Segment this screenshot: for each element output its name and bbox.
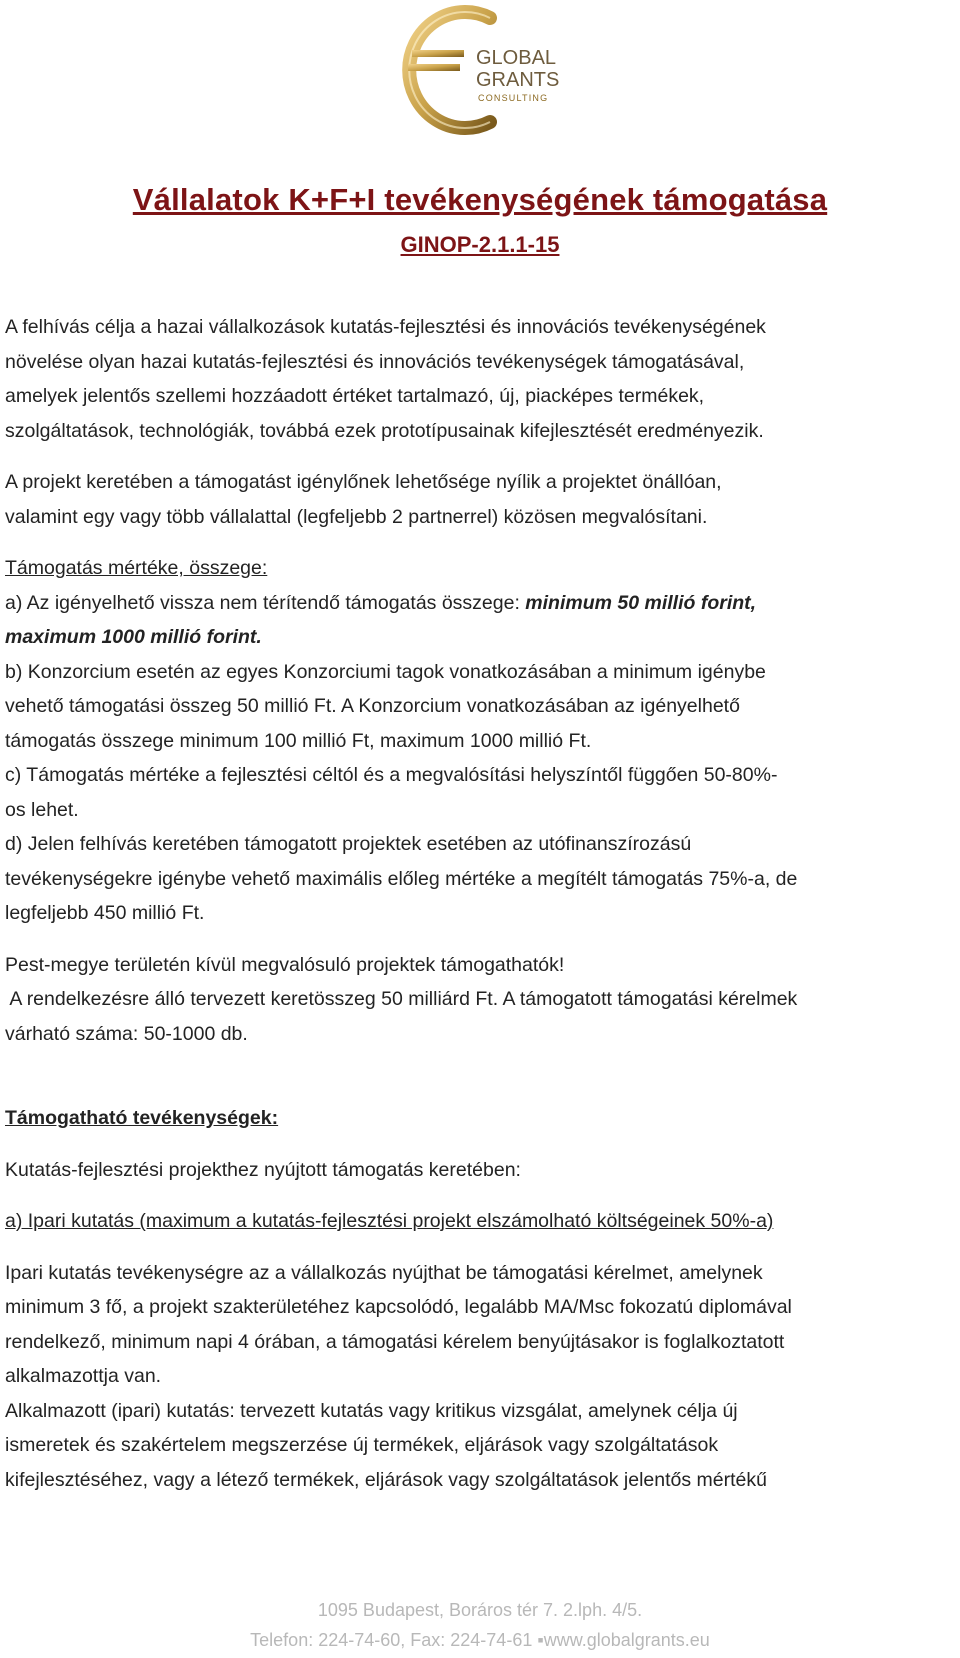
footer-contact: Telefon: 224-74-60, Fax: 224-74-61 ▪www.globalgrants.eu [250, 1630, 710, 1650]
project-line: A projekt keretében a támogatást igénylőnek lehetősége nyílik a projektet önállóan, [5, 471, 722, 493]
support-item-d-line: legfeljebb 450 millió Ft. [5, 902, 205, 924]
purpose-line: szolgáltatások, technológiák, továbbá ezek prototípusainak kifejlesztését eredményezik. [5, 419, 764, 442]
support-item-a-text: a) Az igényelhető vissza nem térítendő támogatás összege: [5, 591, 526, 614]
industrial-research-line: Ipari kutatás tevékenységre az a vállalkozás nyújthat be támogatási kérelmet, amelynek [5, 1261, 763, 1284]
document-body [5, 310, 935, 1497]
rd-intro: Kutatás-fejlesztési projekthez nyújtott támogatás keretében: [5, 1158, 521, 1181]
industrial-research-line: rendelkező, minimum napi 4 órában, a támogatási kérelem benyújtásakor is foglalkoztatott [5, 1330, 785, 1353]
pest-county-note: Pest-megye területén kívül megvalósuló projektek támogathatók! [5, 953, 565, 976]
support-item-c-line: os lehet. [5, 798, 79, 821]
support-item-a-maximum: maximum 1000 millió forint. [5, 626, 262, 648]
support-item-d-line: d) Jelen felhívás keretében támogatott projektek esetében az utófinanszírozású [5, 833, 692, 855]
support-item-b-line: vehető támogatási összeg 50 millió Ft. A Konzorcium vonatkozásában az igényelhető [5, 695, 740, 717]
global-grants-logo [398, 4, 568, 136]
logo-text-grants: GRANTS [476, 69, 560, 91]
document-title: Vállalatok K+F+I tevékenységének támogatása [132, 182, 828, 217]
support-item-a-minimum: minimum 50 millió forint, [525, 591, 757, 614]
purpose-line: amelyek jelentős szellemi hozzáadott értéket tartalmazó, új, piacképes termékek, [5, 385, 705, 407]
industrial-research-heading: a) Ipari kutatás (maximum a kutatás-fejlesztési projekt elszámolható költségeinek 50%-a) [5, 1210, 774, 1232]
support-item-c-line: c) Támogatás mértéke a fejlesztési céltól és a megvalósítási helyszíntől függően 50-80%- [5, 764, 778, 786]
industrial-research-line: minimum 3 fő, a projekt szakterületéhez kapcsolódó, legalább MA/Msc fokozatú diplomával [5, 1296, 792, 1318]
applied-research-line: Alkalmazott (ipari) kutatás: tervezett kutatás vagy kritikus vizsgálat, amelynek célja új [5, 1399, 738, 1422]
support-item-d-line: tevékenységekre igénybe vehető maximális előleg mértéke a megítélt támogatás 75%-a, de [5, 867, 798, 890]
purpose-line: növelése olyan hazai kutatás-fejlesztési és innovációs tevékenységek támogatásával, [5, 350, 745, 373]
support-item-b-line: b) Konzorcium esetén az egyes Konzorciumi tagok vonatkozásában a minimum igénybe [5, 660, 766, 683]
logo-text-consulting: CONSULTING [478, 93, 549, 103]
purpose-line: A felhívás célja a hazai vállalkozások kutatás-fejlesztési és innovációs tevékenységének [5, 316, 766, 338]
program-code: GINOP-2.1.1-15 [400, 232, 560, 257]
budget-line: várható száma: 50-1000 db. [5, 1022, 248, 1045]
budget-line: A rendelkezésre álló tervezett keretösszeg 50 milliárd Ft. A támogatott támogatási kérelmek [5, 988, 798, 1010]
footer-address: 1095 Budapest, Boráros tér 7. 2.lph. 4/5. [317, 1600, 643, 1620]
applied-research-line: ismeretek és szakértelem megszerzése új termékek, eljárások vagy szolgáltatások [5, 1434, 719, 1456]
project-line: valamint egy vagy több vállalattal (legfeljebb 2 partnerrel) közösen megvalósítani. [5, 505, 708, 528]
support-heading: Támogatás mértéke, összege: [5, 557, 268, 579]
support-item-a [5, 586, 935, 621]
industrial-research-line: alkalmazottja van. [5, 1365, 162, 1387]
applied-research-line: kifejlesztéséhez, vagy a létező termékek, eljárások vagy szolgáltatások jelentős mértékű [5, 1468, 767, 1491]
logo-euro-emblem [398, 4, 568, 136]
support-item-b-line: támogatás összege minimum 100 millió Ft, maximum 1000 millió Ft. [5, 729, 592, 752]
activities-heading: Támogatható tevékenységek: [5, 1107, 279, 1129]
logo-text-global: GLOBAL [476, 47, 557, 69]
